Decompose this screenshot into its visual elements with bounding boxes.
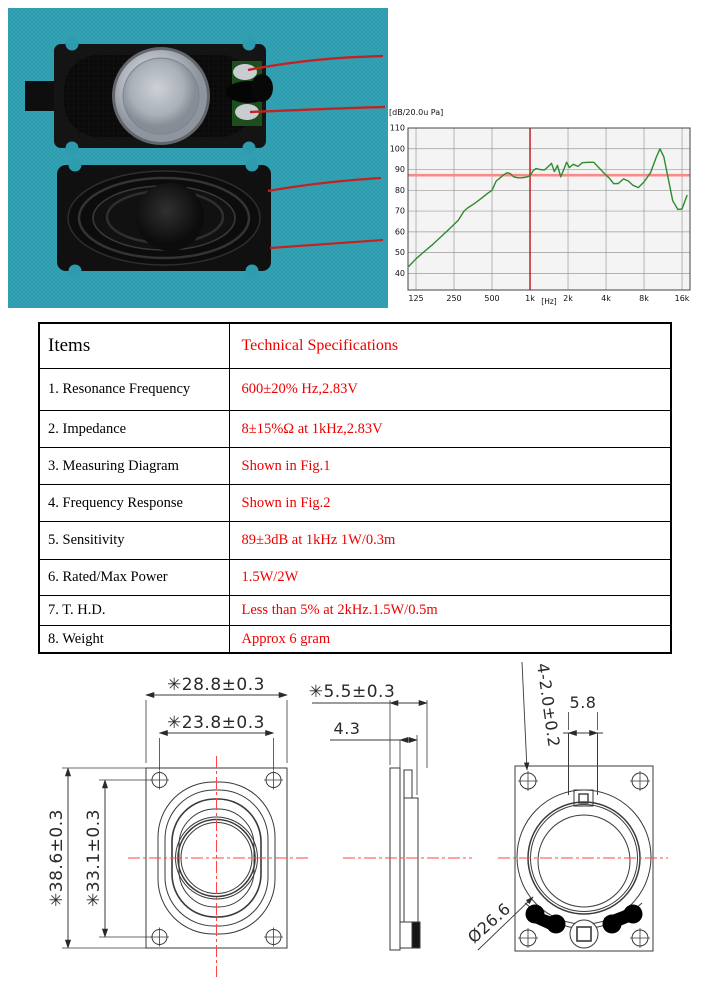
product-photo xyxy=(8,8,388,308)
table-row xyxy=(39,485,671,522)
table-row xyxy=(39,560,671,596)
technical-specifications-table xyxy=(38,322,672,654)
spec-item: 3. Measuring Diagram xyxy=(39,448,229,485)
x-tick-label: 250 xyxy=(446,294,462,303)
y-tick-label: 110 xyxy=(389,123,405,133)
y-tick-label: 40 xyxy=(394,268,405,278)
y-tick-label: 100 xyxy=(389,144,405,154)
speaker-photo-graphic xyxy=(8,8,388,308)
spec-value: Less than 5% at 2kHz.1.5W/0.5m xyxy=(229,596,671,626)
frequency-response-chart xyxy=(388,104,706,316)
x-tick-label: 125 xyxy=(408,294,424,303)
chart-title: [dB/20.0u Pa] xyxy=(389,108,444,117)
items-header: Items xyxy=(39,323,229,369)
spec-item: 2. Impedance xyxy=(39,411,229,448)
back-view xyxy=(464,662,668,951)
x-tick-label: 2k xyxy=(563,294,573,303)
dim-label-terminal-width: 5.8 xyxy=(569,693,597,712)
spec-item: 5. Sensitivity xyxy=(39,522,229,560)
x-tick-label: 4k xyxy=(601,294,611,303)
spec-value: Shown in Fig.2 xyxy=(229,485,671,522)
spec-value: 8±15%Ω at 1kHz,2.83V xyxy=(229,411,671,448)
dust-cap xyxy=(136,183,204,251)
plot-area xyxy=(408,128,690,290)
solder-pad xyxy=(233,64,257,80)
dim-label-frame-depth: 4.3 xyxy=(333,719,361,738)
spec-item: 7. T. H.D. xyxy=(39,596,229,626)
table-header-row xyxy=(39,323,671,369)
table-row xyxy=(39,411,671,448)
spec-value: 1.5W/2W xyxy=(229,560,671,596)
spec-value: 89±3dB at 1kHz 1W/0.3m xyxy=(229,522,671,560)
y-tick-label: 70 xyxy=(394,206,405,216)
spec-table-wrap xyxy=(38,322,672,654)
dimension-drawings xyxy=(0,650,709,987)
spec-value: Approx 6 gram xyxy=(229,626,671,654)
y-tick-label: 50 xyxy=(394,248,405,258)
frequency-response-plot xyxy=(388,104,706,316)
x-tick-label: 1k xyxy=(525,294,535,303)
dim-label-inner-width: ✳23.8±0.3 xyxy=(167,713,265,733)
spec-item: 4. Frequency Response xyxy=(39,485,229,522)
x-tick-label: 500 xyxy=(484,294,500,303)
dim-label-mounting-holes: 4-2.0±0.2 xyxy=(533,661,564,749)
tech-spec-header: Technical Specifications xyxy=(229,323,671,369)
table-row xyxy=(39,596,671,626)
dim-label-magnet-diameter: Ø26.6 xyxy=(463,898,515,947)
spec-item: 1. Resonance Frequency xyxy=(39,369,229,411)
table-row xyxy=(39,369,671,411)
table-row xyxy=(39,626,671,654)
magnet xyxy=(123,58,199,134)
spec-value: Shown in Fig.1 xyxy=(229,448,671,485)
x-tick-label: 8k xyxy=(639,294,649,303)
table-row xyxy=(39,522,671,560)
dim-label-hole-height: ✳33.1±0.3 xyxy=(84,809,104,907)
table-row xyxy=(39,448,671,485)
front-view xyxy=(47,675,310,977)
dim-label-thickness: ✳5.5±0.3 xyxy=(308,682,396,702)
x-tick-label: 16k xyxy=(674,294,690,303)
cad-views xyxy=(0,650,709,987)
side-view xyxy=(309,682,472,950)
y-tick-label: 60 xyxy=(394,227,405,237)
x-axis-unit-label: [Hz] xyxy=(541,297,557,306)
spec-item: 6. Rated/Max Power xyxy=(39,560,229,596)
dim-label-outer-width: ✳28.8±0.3 xyxy=(167,675,265,695)
dim-label-outer-height: ✳38.6±0.3 xyxy=(47,809,67,907)
spec-item: 8. Weight xyxy=(39,626,229,654)
y-tick-label: 90 xyxy=(394,165,405,175)
spec-value: 600±20% Hz,2.83V xyxy=(229,369,671,411)
y-tick-label: 80 xyxy=(394,185,405,195)
